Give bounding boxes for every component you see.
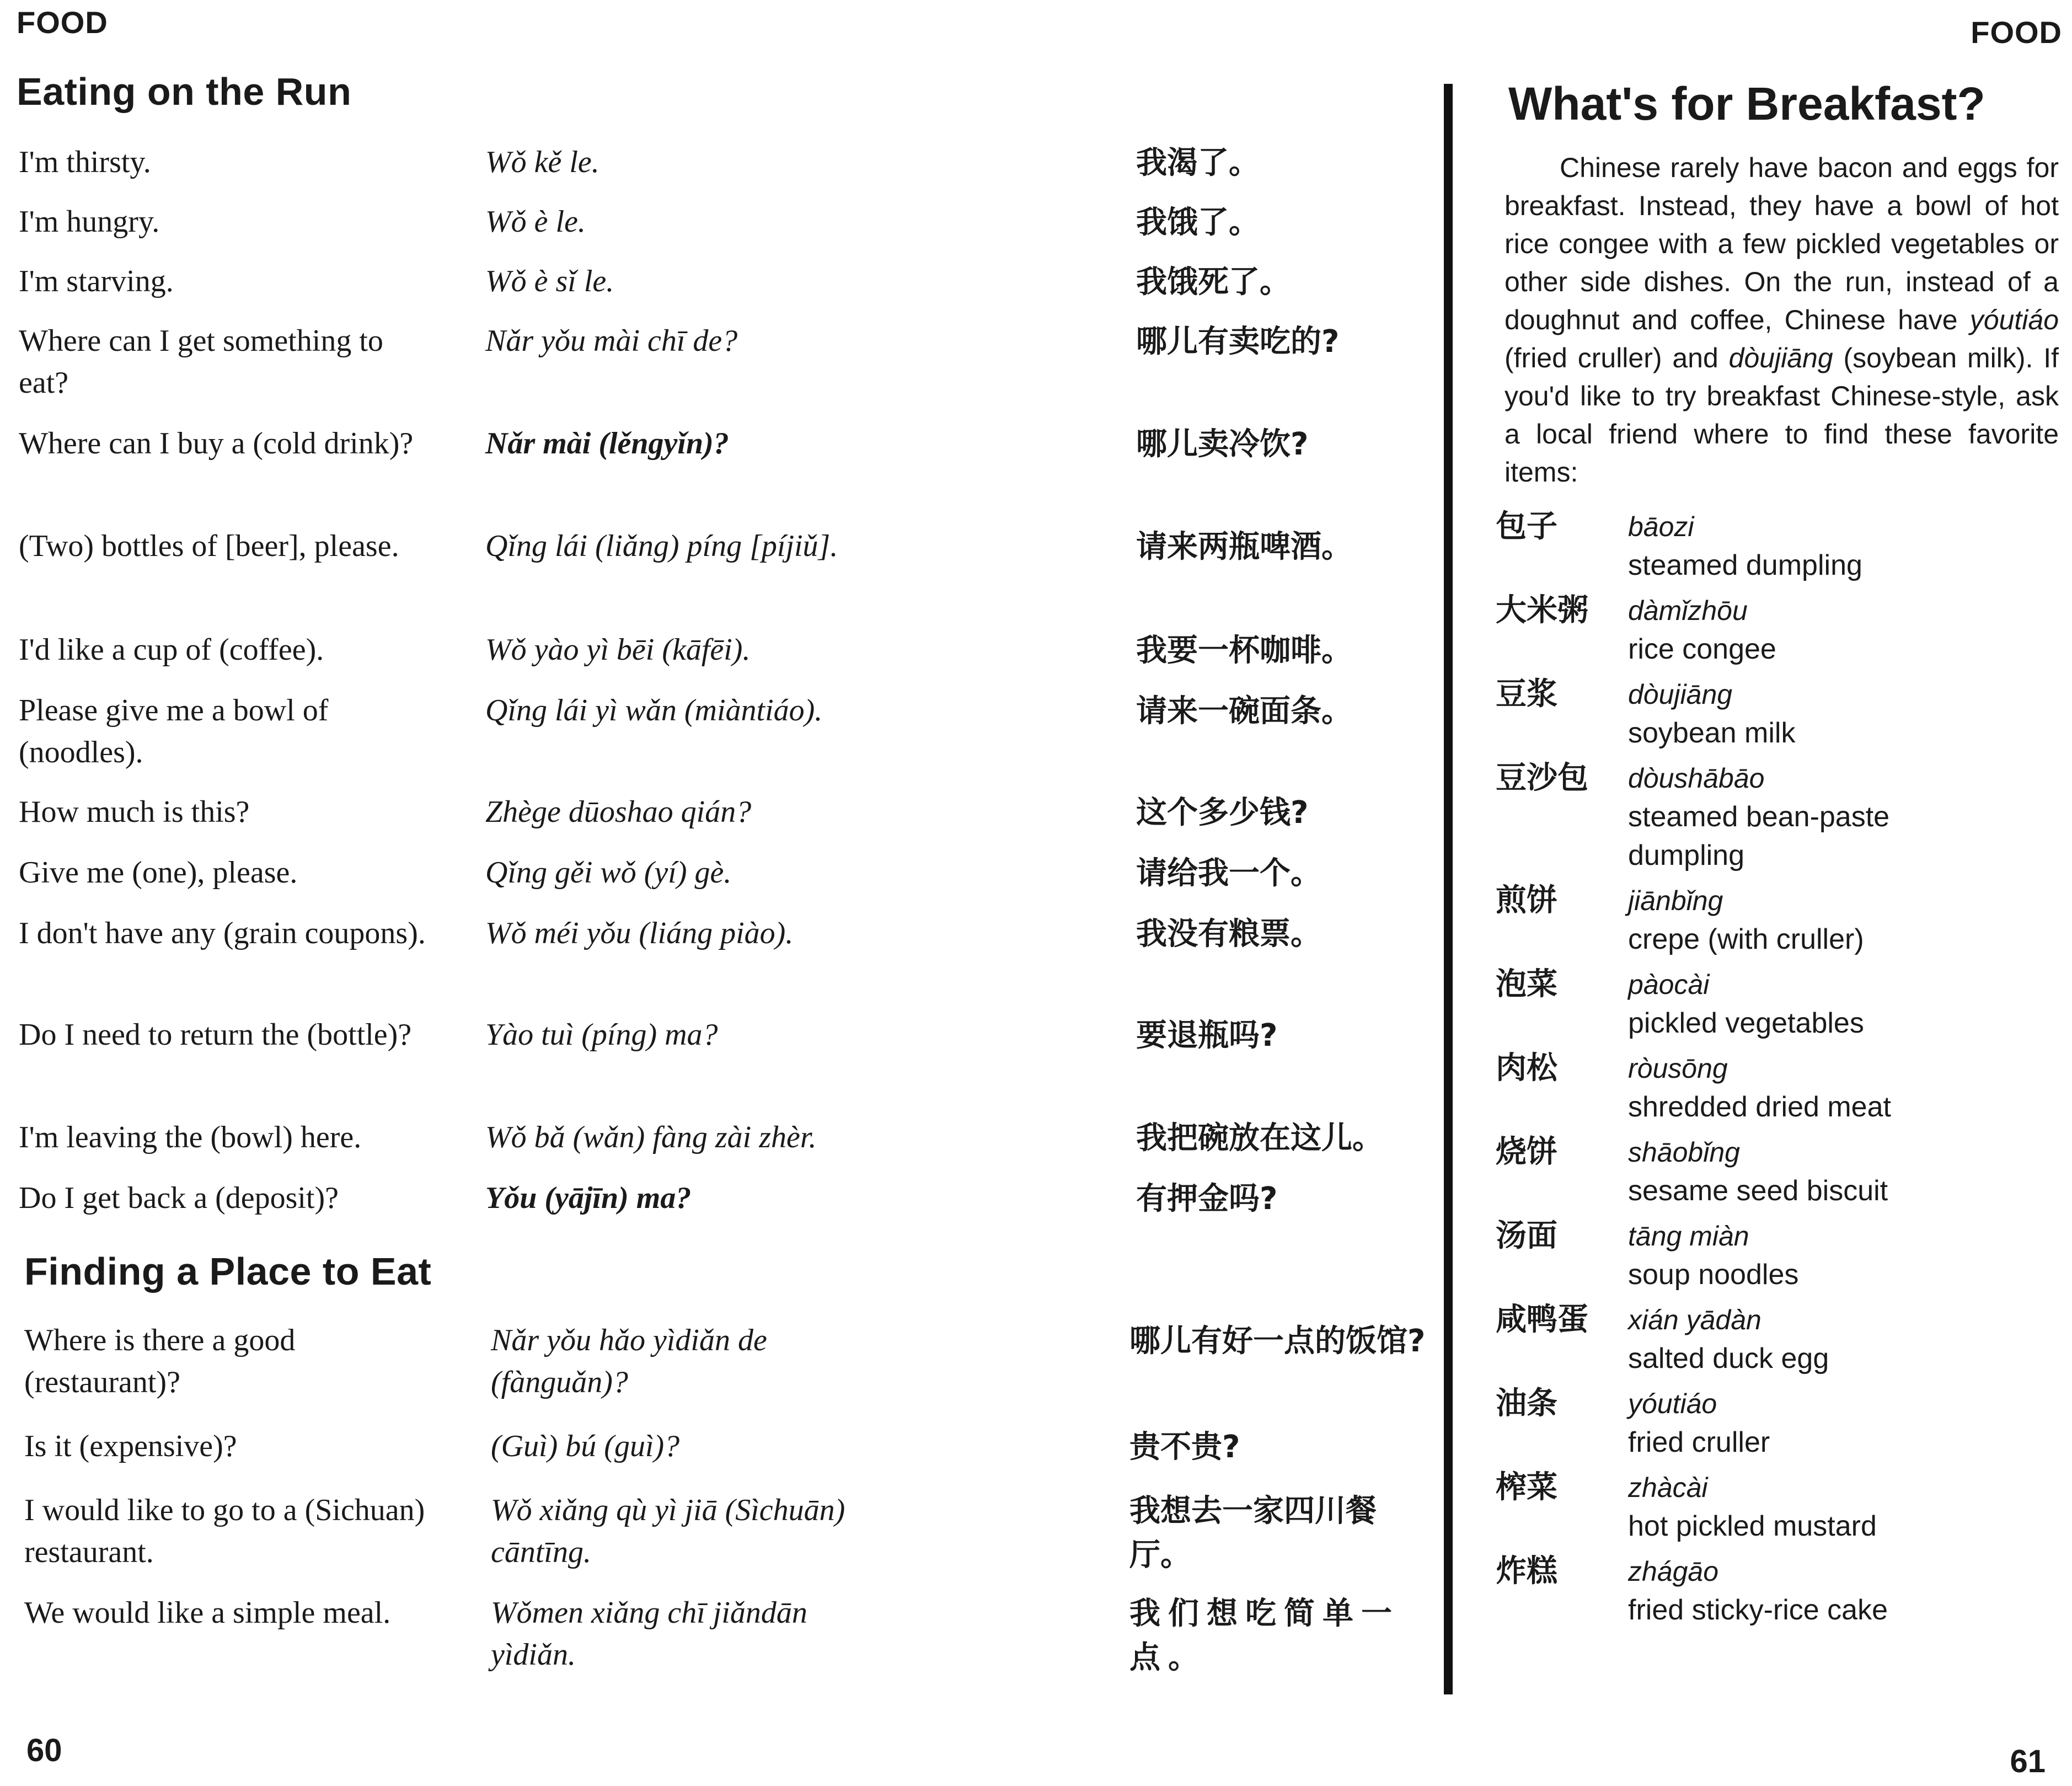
food-pinyin: ròusōng — [1628, 1053, 1728, 1084]
phrase-english: Where is there a good (restaurant)? — [24, 1323, 296, 1399]
food-english: steamed bean-paste dumpling — [1628, 801, 1890, 871]
page-number-right: 61 — [2010, 1744, 2046, 1779]
food-chinese: 包子 — [1496, 509, 1557, 544]
phrase-pinyin: Nǎr mài (lěngyǐn)? — [485, 426, 729, 461]
food-pinyin: zhágāo — [1628, 1556, 1719, 1587]
phrase-chinese: 要退瓶吗? — [1136, 1018, 1278, 1054]
phrase-english: I'm thirsty. — [19, 145, 151, 179]
phrase-english: Where can I get something to eat? — [19, 324, 383, 400]
section-title-eating-on-the-run: Eating on the Run — [17, 70, 352, 113]
phrase-chinese: 哪儿有卖吃的? — [1136, 324, 1340, 360]
phrase-chinese: 哪儿卖冷饮? — [1136, 426, 1309, 462]
phrase-pinyin: Zhège dūoshao qián? — [485, 795, 752, 829]
phrase-pinyin: (Guì) bú (guì)? — [491, 1429, 680, 1463]
phrase-english: Is it (expensive)? — [24, 1429, 237, 1463]
phrase-chinese: 我没有粮票。 — [1136, 916, 1321, 952]
food-chinese: 汤面 — [1496, 1218, 1557, 1254]
phrase-pinyin: Yào tuì (píng) ma? — [485, 1018, 718, 1052]
phrase-pinyin: Nǎr yǒu hǎo yìdiǎn de (fànguǎn)? — [491, 1323, 767, 1399]
food-chinese: 油条 — [1496, 1386, 1557, 1421]
phrase-pinyin: Qǐng gěi wǒ (yí) gè. — [485, 855, 732, 890]
phrase-chinese: 请来一碗面条。 — [1136, 693, 1352, 729]
phrase-english: I'm leaving the (bowl) here. — [19, 1120, 362, 1154]
phrase-english: Do I need to return the (bottle)? — [19, 1018, 412, 1052]
phrase-pinyin: Wǒ è sǐ le. — [485, 264, 614, 298]
food-english: pickled vegetables — [1628, 1007, 1864, 1039]
page-number-left: 60 — [26, 1732, 62, 1768]
food-chinese: 炸糕 — [1496, 1553, 1557, 1589]
phrase-english: Do I get back a (deposit)? — [19, 1181, 339, 1215]
food-chinese: 咸鸭蛋 — [1496, 1302, 1588, 1338]
food-english: shredded dried meat — [1628, 1091, 1891, 1123]
breakfast-title: What's for Breakfast? — [1508, 78, 1985, 130]
phrase-english: How much is this? — [19, 795, 250, 829]
page-header-left: FOOD — [17, 5, 108, 40]
phrase-english: (Two) bottles of [beer], please. — [19, 529, 399, 563]
page-divider-rule — [1444, 84, 1453, 1694]
food-english: sesame seed biscuit — [1628, 1175, 1888, 1207]
food-pinyin: xián yādàn — [1628, 1304, 1762, 1335]
food-pinyin: dàmǐzhōu — [1628, 595, 1748, 626]
intro-text: Chinese rarely have bacon and eggs for breakfast. Instead, they have a bowl of hot rice congee with a few pickled vegetables or other side dishes. On the run, instead of a doughnut and coffee, Chinese have — [1505, 152, 2059, 335]
phrase-english: Give me (one), please. — [19, 855, 298, 890]
phrase-chinese: 有押金吗? — [1136, 1181, 1278, 1217]
food-chinese: 豆沙包 — [1496, 760, 1588, 796]
food-chinese: 烧饼 — [1496, 1134, 1557, 1170]
food-pinyin: shāobǐng — [1628, 1137, 1740, 1168]
page-header-right: FOOD — [1971, 15, 2062, 50]
phrase-pinyin: Qǐng lái yì wǎn (miàntiáo). — [485, 693, 823, 728]
food-pinyin: jiānbǐng — [1628, 885, 1723, 916]
food-pinyin: zhàcài — [1628, 1472, 1708, 1503]
food-chinese: 榨菜 — [1496, 1469, 1557, 1505]
food-pinyin: yóutiáo — [1628, 1388, 1717, 1419]
intro-term-youtiao: yóutiáo — [1969, 304, 2059, 335]
phrase-english: I'm hungry. — [19, 205, 160, 239]
food-english: soybean milk — [1628, 717, 1796, 749]
phrase-chinese: 我想去一家四川餐厅。 — [1129, 1493, 1377, 1573]
phrase-english: I'd like a cup of (coffee). — [19, 633, 324, 667]
food-english: soup noodles — [1628, 1259, 1799, 1291]
food-chinese: 豆浆 — [1496, 676, 1557, 712]
food-english: hot pickled mustard — [1628, 1510, 1877, 1542]
section-title-finding-a-place-to-eat: Finding a Place to Eat — [24, 1250, 432, 1293]
food-english: fried sticky-rice cake — [1628, 1594, 1888, 1626]
phrase-pinyin: Wǒ yào yì bēi (kāfēi). — [485, 633, 751, 667]
phrase-chinese: 我渴了。 — [1136, 145, 1260, 181]
phrase-pinyin: Nǎr yǒu mài chī de? — [485, 324, 738, 358]
phrase-chinese: 我饿死了。 — [1136, 264, 1291, 300]
phrase-chinese: 这个多少钱? — [1136, 795, 1309, 831]
food-pinyin: bāozi — [1628, 511, 1694, 542]
phrase-english: We would like a simple meal. — [24, 1596, 391, 1630]
phrase-pinyin: Yǒu (yājīn) ma? — [485, 1181, 692, 1215]
phrase-english: I would like to go to a (Sichuan) restaurant. — [24, 1493, 425, 1569]
phrase-english: I'm starving. — [19, 264, 174, 298]
phrase-english: Where can I buy a (cold drink)? — [19, 426, 414, 461]
food-pinyin: dòujiāng — [1628, 679, 1733, 710]
food-english: rice congee — [1628, 633, 1776, 665]
phrase-pinyin: Wǒ è le. — [485, 205, 586, 239]
intro-text: (soybean milk). If you'd like to try breakfast Chinese-style, ask a local friend where to find these favorite items: — [1505, 343, 2059, 488]
phrase-chinese: 请给我一个。 — [1136, 855, 1321, 891]
phrase-chinese: 贵不贵? — [1129, 1429, 1240, 1465]
phrase-pinyin: Wǒ kě le. — [485, 145, 599, 179]
phrase-chinese: 请来两瓶啤酒。 — [1136, 529, 1352, 565]
phrase-chinese: 哪儿有好一点的饭馆? — [1129, 1323, 1426, 1359]
phrase-pinyin: Wǒ bǎ (wǎn) fàng zài zhèr. — [485, 1120, 817, 1154]
food-chinese: 大米粥 — [1496, 592, 1588, 628]
food-pinyin: tāng miàn — [1628, 1221, 1749, 1252]
phrase-english: Please give me a bowl of (noodles). — [19, 693, 329, 769]
phrase-chinese: 我们想吃简单一点。 — [1129, 1596, 1400, 1676]
intro-text: (fried cruller) and — [1505, 343, 1729, 373]
food-pinyin: dòushābāo — [1628, 763, 1765, 794]
food-chinese: 肉松 — [1496, 1050, 1557, 1086]
food-pinyin: pàocài — [1628, 969, 1710, 1000]
intro-term-doujiang: dòujiāng — [1728, 343, 1833, 373]
phrase-chinese: 我要一杯咖啡。 — [1136, 633, 1352, 669]
food-chinese: 泡菜 — [1496, 966, 1557, 1002]
food-english: crepe (with cruller) — [1628, 923, 1864, 955]
food-english: steamed dumpling — [1628, 549, 1862, 581]
breakfast-intro — [1505, 149, 2059, 491]
phrase-pinyin: Wǒ xiǎng qù yì jiā (Sìchuān) cāntīng. — [491, 1493, 845, 1569]
phrase-chinese: 我饿了。 — [1136, 205, 1260, 240]
phrase-chinese: 我把碗放在这儿。 — [1136, 1120, 1383, 1156]
phrase-pinyin: Wǒ méi yǒu (liáng piào). — [485, 916, 794, 950]
food-english: salted duck egg — [1628, 1343, 1829, 1375]
phrase-pinyin: Wǒmen xiǎng chī jiǎndān yìdiǎn. — [491, 1596, 807, 1672]
food-chinese: 煎饼 — [1496, 883, 1557, 918]
phrase-pinyin: Qǐng lái (liǎng) píng [píjiǔ]. — [485, 529, 838, 563]
phrase-english: I don't have any (grain coupons). — [19, 916, 426, 950]
food-english: fried cruller — [1628, 1426, 1770, 1458]
